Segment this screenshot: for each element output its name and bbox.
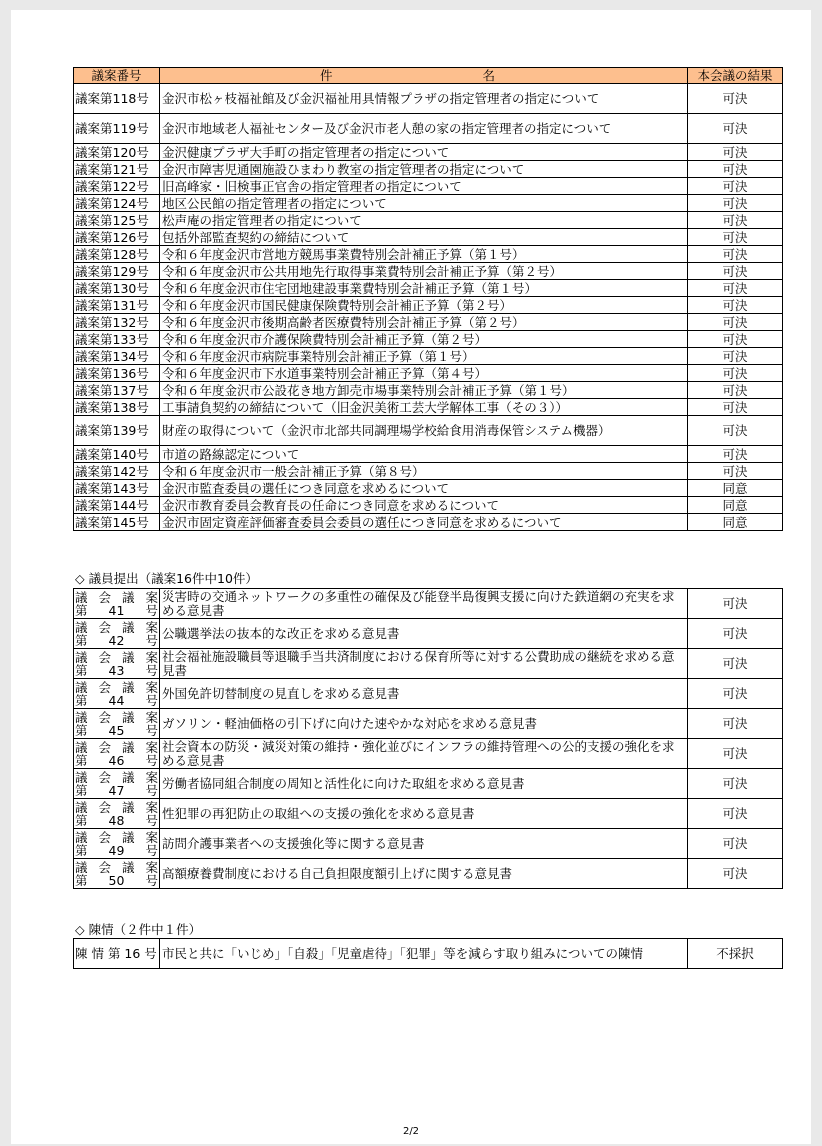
table-row xyxy=(74,314,783,331)
bill-number: 議案第144号 xyxy=(74,497,160,514)
header-result: 本会議の結果 xyxy=(688,68,783,84)
table-row xyxy=(74,799,783,829)
bill-result: 可決 xyxy=(688,195,783,212)
label-char: 案 xyxy=(145,859,158,875)
bill-title: 金沢市教育委員会教育長の任命につき同意を求めるについて xyxy=(160,497,688,514)
member-bill-title: 訪問介護事業者への支援強化等に関する意見書 xyxy=(160,829,688,859)
label-char: 議 xyxy=(75,589,88,605)
label-prefix: 第 xyxy=(75,602,88,618)
bill-title: 令和６年度金沢市介護保険費特別会計補正予算（第２号） xyxy=(160,331,688,348)
bill-number: 議案第124号 xyxy=(74,195,160,212)
bill-number: 議案第134号 xyxy=(74,348,160,365)
bill-result: 可決 xyxy=(688,212,783,229)
bills-table-header xyxy=(74,68,783,84)
label-prefix: 第 xyxy=(75,632,88,648)
bill-number: 議案第128号 xyxy=(74,246,160,263)
table-row xyxy=(74,297,783,314)
bill-result: 可決 xyxy=(688,331,783,348)
label-char: 会 xyxy=(98,769,111,785)
member-bill-result: 可決 xyxy=(688,709,783,739)
bill-title: 地区公民館の指定管理者の指定について xyxy=(160,195,688,212)
label-prefix: 第 xyxy=(75,752,88,768)
bill-title: 令和６年度金沢市病院事業特別会計補正予算（第１号） xyxy=(160,348,688,365)
label-prefix: 第 xyxy=(75,842,88,858)
table-row xyxy=(74,679,783,709)
bill-number: 議案第136号 xyxy=(74,365,160,382)
table-row xyxy=(74,463,783,480)
bills-table xyxy=(73,67,783,531)
bill-result: 同意 xyxy=(688,514,783,531)
label-char: 会 xyxy=(98,799,111,815)
bill-result: 可決 xyxy=(688,178,783,195)
label-char: 会 xyxy=(98,589,111,605)
label-char: 案 xyxy=(145,799,158,815)
label-no: 45 xyxy=(108,722,125,738)
label-suffix: 号 xyxy=(145,812,158,828)
bill-title: 令和６年度金沢市営地方競馬事業費特別会計補正予算（第１号） xyxy=(160,246,688,263)
label-char: 議 xyxy=(121,589,135,605)
label-char: 案 xyxy=(145,679,158,695)
table-row xyxy=(74,514,783,531)
bill-result: 可決 xyxy=(688,416,783,446)
bill-result: 可決 xyxy=(688,314,783,331)
table-row xyxy=(74,212,783,229)
bill-title: 金沢健康プラザ大手町の指定管理者の指定について xyxy=(160,144,688,161)
label-char: 案 xyxy=(145,709,158,725)
label-char: 議 xyxy=(121,769,135,785)
section-heading-petitions: ◇ 陳情（２件中１件） xyxy=(75,922,202,937)
member-bill-title: ガソリン・軽油価格の引下げに向けた速やかな対応を求める意見書 xyxy=(160,709,688,739)
label-char: 議 xyxy=(121,619,135,635)
member-bill-result: 可決 xyxy=(688,739,783,769)
petition-title: 市民と共に「いじめ」「自殺」「児童虐待」「犯罪」等を減らす取り組みについての陳情 xyxy=(160,939,688,969)
bill-number: 議案第138号 xyxy=(74,399,160,416)
header-title-left: 件 xyxy=(320,68,333,83)
header-title-right: 名 xyxy=(482,68,495,83)
label-char: 議 xyxy=(121,829,135,845)
member-bill-result: 可決 xyxy=(688,649,783,679)
bill-result: 可決 xyxy=(688,280,783,297)
table-row xyxy=(74,399,783,416)
label-suffix: 号 xyxy=(145,722,158,738)
label-suffix: 号 xyxy=(145,752,158,768)
label-prefix: 第 xyxy=(75,692,88,708)
table-row xyxy=(74,739,783,769)
table-row xyxy=(74,280,783,297)
table-row xyxy=(74,859,783,889)
member-bill-title: 外国免許切替制度の見直しを求める意見書 xyxy=(160,679,688,709)
label-char: 会 xyxy=(98,829,111,845)
petition-number: 陳 情 第 16 号 xyxy=(74,939,160,969)
member-bill-number xyxy=(74,619,160,649)
member-bill-title: 社会福祉施設職員等退職手当共済制度における保育所等に対する公費助成の継続を求める意見書 xyxy=(160,649,688,679)
member-bill-number xyxy=(74,739,160,769)
table-row xyxy=(74,829,783,859)
bill-number: 議案第131号 xyxy=(74,297,160,314)
table-row xyxy=(74,709,783,739)
table-row xyxy=(74,263,783,280)
bill-result: 可決 xyxy=(688,446,783,463)
bill-title: 令和６年度金沢市国民健康保険費特別会計補正予算（第２号） xyxy=(160,297,688,314)
label-char: 議 xyxy=(75,799,88,815)
member-bill-result: 可決 xyxy=(688,619,783,649)
section-heading-member-bills: ◇ 議員提出（議案16件中10件） xyxy=(75,571,258,586)
table-row xyxy=(74,649,783,679)
table-row xyxy=(74,939,783,969)
bill-number: 議案第126号 xyxy=(74,229,160,246)
bill-result: 可決 xyxy=(688,144,783,161)
bill-title: 令和６年度金沢市住宅団地建設事業費特別会計補正予算（第１号） xyxy=(160,280,688,297)
table-row xyxy=(74,769,783,799)
member-bill-title: 公職選挙法の抜本的な改正を求める意見書 xyxy=(160,619,688,649)
bill-result: 可決 xyxy=(688,382,783,399)
table-row xyxy=(74,497,783,514)
table-row xyxy=(74,114,783,144)
member-bill-result: 可決 xyxy=(688,799,783,829)
table-row xyxy=(74,144,783,161)
bill-number: 議案第133号 xyxy=(74,331,160,348)
member-bill-title: 性犯罪の再犯防止の取組への支援の強化を求める意見書 xyxy=(160,799,688,829)
member-bill-number xyxy=(74,709,160,739)
bill-number: 議案第145号 xyxy=(74,514,160,531)
bill-title: 工事請負契約の締結について（旧金沢美術工芸大学解体工事（その３）） xyxy=(160,399,688,416)
label-char: 会 xyxy=(98,649,111,665)
bill-number: 議案第122号 xyxy=(74,178,160,195)
bill-number: 議案第125号 xyxy=(74,212,160,229)
label-no: 41 xyxy=(108,602,125,618)
bill-result: 同意 xyxy=(688,480,783,497)
member-bill-result: 可決 xyxy=(688,859,783,889)
member-bills-table xyxy=(73,588,783,889)
bill-result: 同意 xyxy=(688,497,783,514)
document-page xyxy=(11,10,811,1144)
bill-number: 議案第140号 xyxy=(74,446,160,463)
label-char: 議 xyxy=(75,769,88,785)
member-bill-title: 社会資本の防災・減災対策の維持・強化並びにインフラの維持管理への公的支援の強化を求める意見書 xyxy=(160,739,688,769)
member-bill-result: 可決 xyxy=(688,589,783,619)
member-bill-number xyxy=(74,769,160,799)
label-char: 会 xyxy=(98,619,111,635)
label-char: 議 xyxy=(121,799,135,815)
petitions-table xyxy=(73,938,783,969)
bill-result: 可決 xyxy=(688,246,783,263)
table-row xyxy=(74,84,783,114)
bill-result: 可決 xyxy=(688,348,783,365)
bill-number: 議案第130号 xyxy=(74,280,160,297)
bill-result: 可決 xyxy=(688,161,783,178)
label-no: 50 xyxy=(108,872,125,888)
label-char: 議 xyxy=(75,619,88,635)
bill-title: 令和６年度金沢市後期高齢者医療費特別会計補正予算（第２号） xyxy=(160,314,688,331)
label-suffix: 号 xyxy=(145,632,158,648)
bill-number: 議案第142号 xyxy=(74,463,160,480)
bill-number: 議案第137号 xyxy=(74,382,160,399)
bill-number: 議案第139号 xyxy=(74,416,160,446)
table-row xyxy=(74,382,783,399)
table-row xyxy=(74,178,783,195)
member-bill-number xyxy=(74,649,160,679)
label-no: 48 xyxy=(108,812,125,828)
bill-title: 令和６年度金沢市一般会計補正予算（第８号） xyxy=(160,463,688,480)
bill-title: 財産の取得について（金沢市北部共同調理場学校給食用消毒保管システム機器） xyxy=(160,416,688,446)
bill-title: 旧高峰家・旧検事正官舎の指定管理者の指定について xyxy=(160,178,688,195)
table-row xyxy=(74,416,783,446)
table-row xyxy=(74,446,783,463)
label-char: 会 xyxy=(98,859,111,875)
label-char: 議 xyxy=(121,709,135,725)
table-row xyxy=(74,619,783,649)
label-no: 42 xyxy=(108,632,125,648)
table-row xyxy=(74,161,783,178)
label-char: 議 xyxy=(121,679,135,695)
label-char: 会 xyxy=(98,679,111,695)
bill-result: 可決 xyxy=(688,84,783,114)
member-bill-number xyxy=(74,679,160,709)
label-char: 会 xyxy=(98,739,111,755)
label-suffix: 号 xyxy=(145,692,158,708)
table-row xyxy=(74,331,783,348)
label-suffix: 号 xyxy=(145,872,158,888)
label-char: 案 xyxy=(145,769,158,785)
table-row xyxy=(74,480,783,497)
label-suffix: 号 xyxy=(145,842,158,858)
label-prefix: 第 xyxy=(75,722,88,738)
member-bill-title: 労働者協同組合制度の周知と活性化に向けた取組を求める意見書 xyxy=(160,769,688,799)
member-bill-result: 可決 xyxy=(688,769,783,799)
label-char: 議 xyxy=(121,649,135,665)
bill-title: 令和６年度金沢市公設花き地方卸売市場事業特別会計補正予算（第１号） xyxy=(160,382,688,399)
bill-result: 可決 xyxy=(688,463,783,480)
table-row xyxy=(74,365,783,382)
header-bill-number: 議案番号 xyxy=(74,68,160,84)
member-bill-number xyxy=(74,859,160,889)
member-bill-number xyxy=(74,799,160,829)
bill-title: 包括外部監査契約の締結について xyxy=(160,229,688,246)
label-char: 議 xyxy=(75,829,88,845)
label-char: 議 xyxy=(75,649,88,665)
bill-result: 可決 xyxy=(688,365,783,382)
table-row xyxy=(74,589,783,619)
bill-result: 可決 xyxy=(688,263,783,280)
label-prefix: 第 xyxy=(75,812,88,828)
label-char: 会 xyxy=(98,709,111,725)
header-title xyxy=(160,68,688,84)
table-row xyxy=(74,246,783,263)
bill-number: 議案第121号 xyxy=(74,161,160,178)
bill-number: 議案第132号 xyxy=(74,314,160,331)
member-bill-result: 可決 xyxy=(688,679,783,709)
bill-result: 可決 xyxy=(688,229,783,246)
label-char: 議 xyxy=(75,709,88,725)
label-char: 議 xyxy=(75,859,88,875)
bill-title: 松声庵の指定管理者の指定について xyxy=(160,212,688,229)
label-char: 案 xyxy=(145,589,158,605)
label-prefix: 第 xyxy=(75,662,88,678)
bill-result: 可決 xyxy=(688,297,783,314)
bill-title: 令和６年度金沢市下水道事業特別会計補正予算（第４号） xyxy=(160,365,688,382)
label-char: 議 xyxy=(75,739,88,755)
page-number: 2/2 xyxy=(402,1126,420,1137)
label-char: 案 xyxy=(145,829,158,845)
label-char: 議 xyxy=(121,859,135,875)
member-bill-number xyxy=(74,829,160,859)
bill-result: 可決 xyxy=(688,399,783,416)
bill-title: 令和６年度金沢市公共用地先行取得事業費特別会計補正予算（第２号） xyxy=(160,263,688,280)
bill-title: 金沢市障害児通園施設ひまわり教室の指定管理者の指定について xyxy=(160,161,688,178)
member-bill-title: 高額療養費制度における自己負担限度額引上げに関する意見書 xyxy=(160,859,688,889)
label-no: 46 xyxy=(108,752,125,768)
bill-title: 市道の路線認定について xyxy=(160,446,688,463)
label-char: 案 xyxy=(145,739,158,755)
label-no: 44 xyxy=(108,692,125,708)
bill-number: 議案第120号 xyxy=(74,144,160,161)
label-prefix: 第 xyxy=(75,782,88,798)
bill-result: 可決 xyxy=(688,114,783,144)
bill-title: 金沢市監査委員の選任につき同意を求めるについて xyxy=(160,480,688,497)
label-char: 案 xyxy=(145,649,158,665)
bill-number: 議案第129号 xyxy=(74,263,160,280)
label-prefix: 第 xyxy=(75,872,88,888)
bill-title: 金沢市地域老人福祉センター及び金沢市老人憩の家の指定管理者の指定について xyxy=(160,114,688,144)
bill-title: 金沢市松ヶ枝福祉館及び金沢福祉用具情報プラザの指定管理者の指定について xyxy=(160,84,688,114)
label-char: 議 xyxy=(121,739,135,755)
petition-result: 不採択 xyxy=(688,939,783,969)
label-char: 案 xyxy=(145,619,158,635)
bill-title: 金沢市固定資産評価審査委員会委員の選任につき同意を求めるについて xyxy=(160,514,688,531)
table-row xyxy=(74,195,783,212)
bill-number: 議案第119号 xyxy=(74,114,160,144)
member-bill-result: 可決 xyxy=(688,829,783,859)
member-bill-number xyxy=(74,589,160,619)
bill-number: 議案第118号 xyxy=(74,84,160,114)
label-suffix: 号 xyxy=(145,602,158,618)
label-no: 49 xyxy=(108,842,125,858)
label-suffix: 号 xyxy=(145,782,158,798)
label-no: 43 xyxy=(108,662,125,678)
member-bill-title: 災害時の交通ネットワークの多重性の確保及び能登半島復興支援に向けた鉄道網の充実を求める意見書 xyxy=(160,589,688,619)
label-no: 47 xyxy=(108,782,125,798)
table-row xyxy=(74,229,783,246)
table-row xyxy=(74,348,783,365)
label-suffix: 号 xyxy=(145,662,158,678)
bill-number: 議案第143号 xyxy=(74,480,160,497)
label-char: 議 xyxy=(75,679,88,695)
